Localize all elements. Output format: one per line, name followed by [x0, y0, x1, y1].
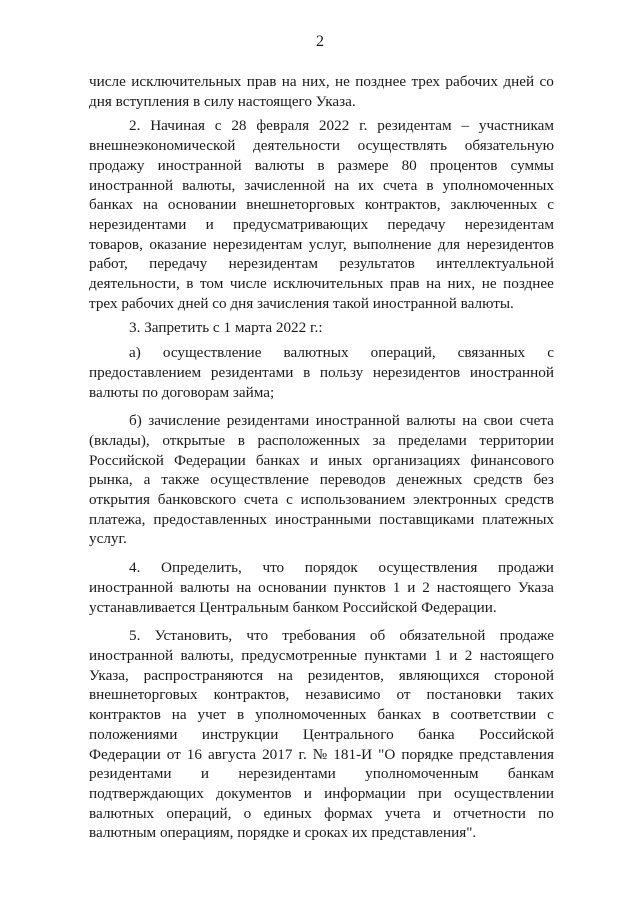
text-line: 5. Установить, что требования об обязательной продаже [129, 627, 554, 645]
paragraph-item-5 [89, 626, 554, 843]
text-line: 4. Определить, что порядок осуществления продажи [129, 559, 554, 577]
text-line: банках на основании внешнеторговых контрактов, заключенных с [89, 196, 554, 214]
text-line: 2. Начиная с 28 февраля 2022 г. резидентам – участникам [129, 117, 554, 135]
document-body [89, 72, 554, 843]
text-line: валюты по договорам займа; [89, 383, 275, 401]
text-line: устанавливается Центральным банком Российской Федерации. [89, 598, 497, 616]
text-line: предоставлением резидентами в пользу нерезидентов иностранной [89, 363, 554, 381]
text-line: иностранной валюты на основании пунктов 1 и 2 настоящего Указа [89, 578, 554, 596]
text-line: дня вступления в силу настоящего Указа. [89, 92, 356, 110]
paragraph-item-3 [89, 318, 554, 338]
page-number: 2 [316, 33, 324, 50]
text-line: работ, передачу нерезидентам результатов интеллектуальной [89, 255, 554, 273]
paragraph-subitem-b [89, 411, 554, 549]
text-line: открытия банковского счета с использованием электронных средств [89, 491, 554, 509]
text-line: б) зачисление резидентами иностранной валюты на свои счета [129, 412, 554, 430]
text-line: деятельности, в том числе исключительных прав на них, не позднее [89, 275, 554, 293]
text-line: подтверждающих документов и информации при осуществлении [89, 784, 554, 802]
text-line: резидентами и нерезидентами уполномоченным банкам [89, 765, 554, 783]
paragraph-item-4 [89, 558, 554, 617]
text-line: положениями инструкции Центрального банка Российской [89, 725, 554, 743]
text-line: валютных операций, о единых формах учета и отчетности по [89, 804, 554, 822]
text-line: иностранной валюты, зачисленной на их счета в уполномоченных [89, 176, 554, 194]
text-line: платежа, предоставленных иностранными поставщиками платежных [89, 510, 554, 528]
text-line: 3. Запретить с 1 марта 2022 г.: [129, 319, 323, 337]
text-line: нерезидентами и предусматривающих передачу нерезидентам [89, 215, 554, 233]
text-line: внешнеторговых контрактов, независимо от постановки таких [89, 686, 554, 704]
text-line: товаров, оказание нерезидентам услуг, выполнение для нерезидентов [89, 235, 554, 253]
text-line: Федерации от 16 августа 2017 г. № 181-И "О порядке представления [89, 745, 554, 763]
paragraph-item-2 [89, 116, 554, 313]
text-line: контрактов на учет в уполномоченных банках в соответствии с [89, 706, 554, 724]
text-line: продажу иностранной валюты в размере 80 процентов суммы [89, 156, 554, 174]
text-line: Указа, распространяются на резидентов, являющихся стороной [89, 666, 554, 684]
text-line: иностранной валюты, предусмотренные пунктами 1 и 2 настоящего [89, 646, 554, 664]
text-line: внешнеэкономической деятельности осуществлять обязательную [89, 137, 554, 155]
text-line: Российской Федерации банках и иных организациях финансового [89, 451, 554, 469]
text-line: рынка, а также осуществление переводов денежных средств без [89, 471, 554, 489]
text-line: а) осуществление валютных операций, связанных с [129, 344, 554, 362]
text-line: услуг. [89, 530, 127, 548]
text-line: числе исключительных прав на них, не позднее трех рабочих дней со [89, 73, 554, 90]
text-line: валютным операциям, порядке и сроках их представления". [89, 824, 477, 842]
paragraph-subitem-a [89, 343, 554, 402]
text-line: трех рабочих дней со дня зачисления такой иностранной валюты. [89, 294, 514, 312]
paragraph-continuation [89, 72, 554, 111]
text-line: (вклады), открытые в расположенных за пределами территории [89, 431, 554, 449]
